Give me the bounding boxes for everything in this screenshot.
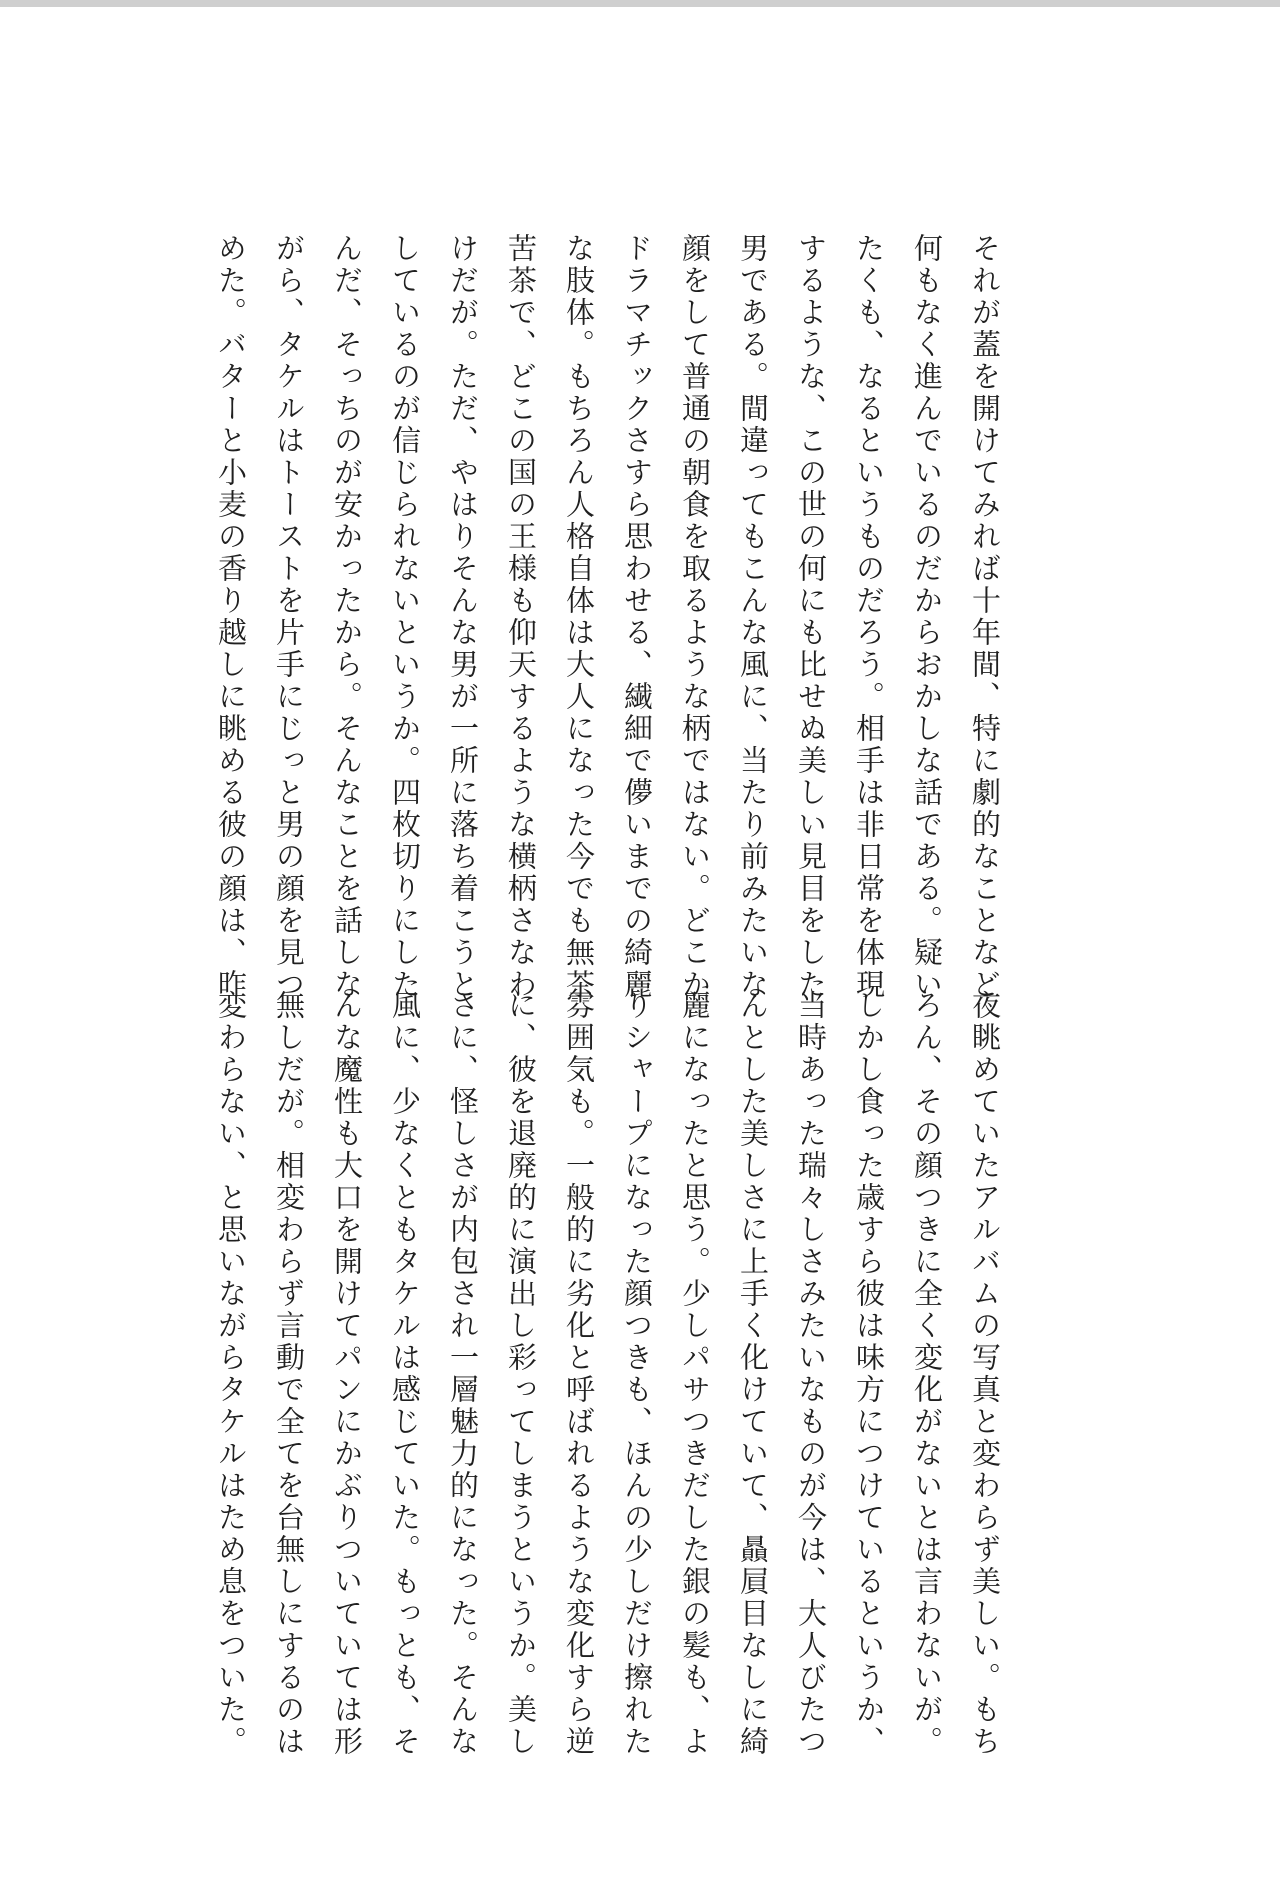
text-line: しているのが信じられないというか。四枚切りにした (388, 233, 422, 1001)
text-line: 当時あった瑞々しさみたいなものが今は、大人びたつ (794, 990, 828, 1758)
text-line: けだが。ただ、やはりそんな男が一所に落ち着こうと (446, 233, 480, 1001)
text-line: さに、怪しさが内包され一層魅力的になった。そんな (446, 990, 480, 1758)
upper-text-block (202, 233, 1014, 1001)
text-line: な肢体。もちろん人格自体は大人になった今でも無茶 (562, 233, 596, 1001)
text-line: 風に、少なくともタケルは感じていた。もっとも、そ (388, 990, 422, 1758)
text-line: 男である。間違ってもこんな風に、当たり前みたいな (736, 233, 770, 1001)
text-line: んな魔性も大口を開けてパンにかぶりついていては形 (330, 990, 364, 1758)
text-line: たくも、なるというものだろう。相手は非日常を体現 (852, 233, 886, 1001)
page-top-edge (0, 0, 1280, 7)
text-line: 顔をして普通の朝食を取るような柄ではない。どこか (678, 233, 712, 1001)
lower-text-block (202, 990, 1014, 1758)
text-line: しかし食った歳すら彼は味方につけているというか、 (852, 990, 886, 1758)
text-line: に、彼を退廃的に演出し彩ってしまうというか。美し (504, 990, 538, 1758)
text-line: するような、この世の何にも比せぬ美しい見目をした (794, 233, 828, 1001)
text-line: ろん、その顔つきに全く変化がないとは言わないが。 (910, 990, 944, 1758)
text-line: 麗になったと思う。少しパサつきだした銀の髪も、よ (678, 990, 712, 1758)
text-line: がら、タケルはトーストを片手にじっと男の顔を見つ (272, 233, 306, 1001)
text-line: ドラマチックさすら思わせる、繊細で儚いまでの綺麗 (620, 233, 654, 1001)
text-line: りシャープになった顔つきも、ほんの少しだけ擦れた (620, 990, 654, 1758)
text-line: めた。バターと小麦の香り越しに眺める彼の顔は、昨 (214, 233, 248, 1001)
text-line: んだ、そっちのが安かったから。そんなことを話しな (330, 233, 364, 1001)
book-page (0, 7, 1280, 1884)
text-line: 何もなく進んでいるのだからおかしな話である。疑い (910, 233, 944, 1001)
text-line: んとした美しさに上手く化けていて、贔屓目なしに綺 (736, 990, 770, 1758)
text-line: 夜眺めていたアルバムの写真と変わらず美しい。もち (968, 990, 1002, 1758)
text-line: それが蓋を開けてみれば十年間、特に劇的なことなど (968, 233, 1002, 1001)
text-line: 無しだが。相変わらず言動で全てを台無しにするのは (272, 990, 306, 1758)
text-line: 変わらない、と思いながらタケルはため息をついた。 (214, 990, 248, 1758)
text-line: 苦茶で、どこの国の王様も仰天するような横柄さなわ (504, 233, 538, 1001)
text-line: 雰囲気も。一般的に劣化と呼ばれるような変化すら逆 (562, 990, 596, 1758)
